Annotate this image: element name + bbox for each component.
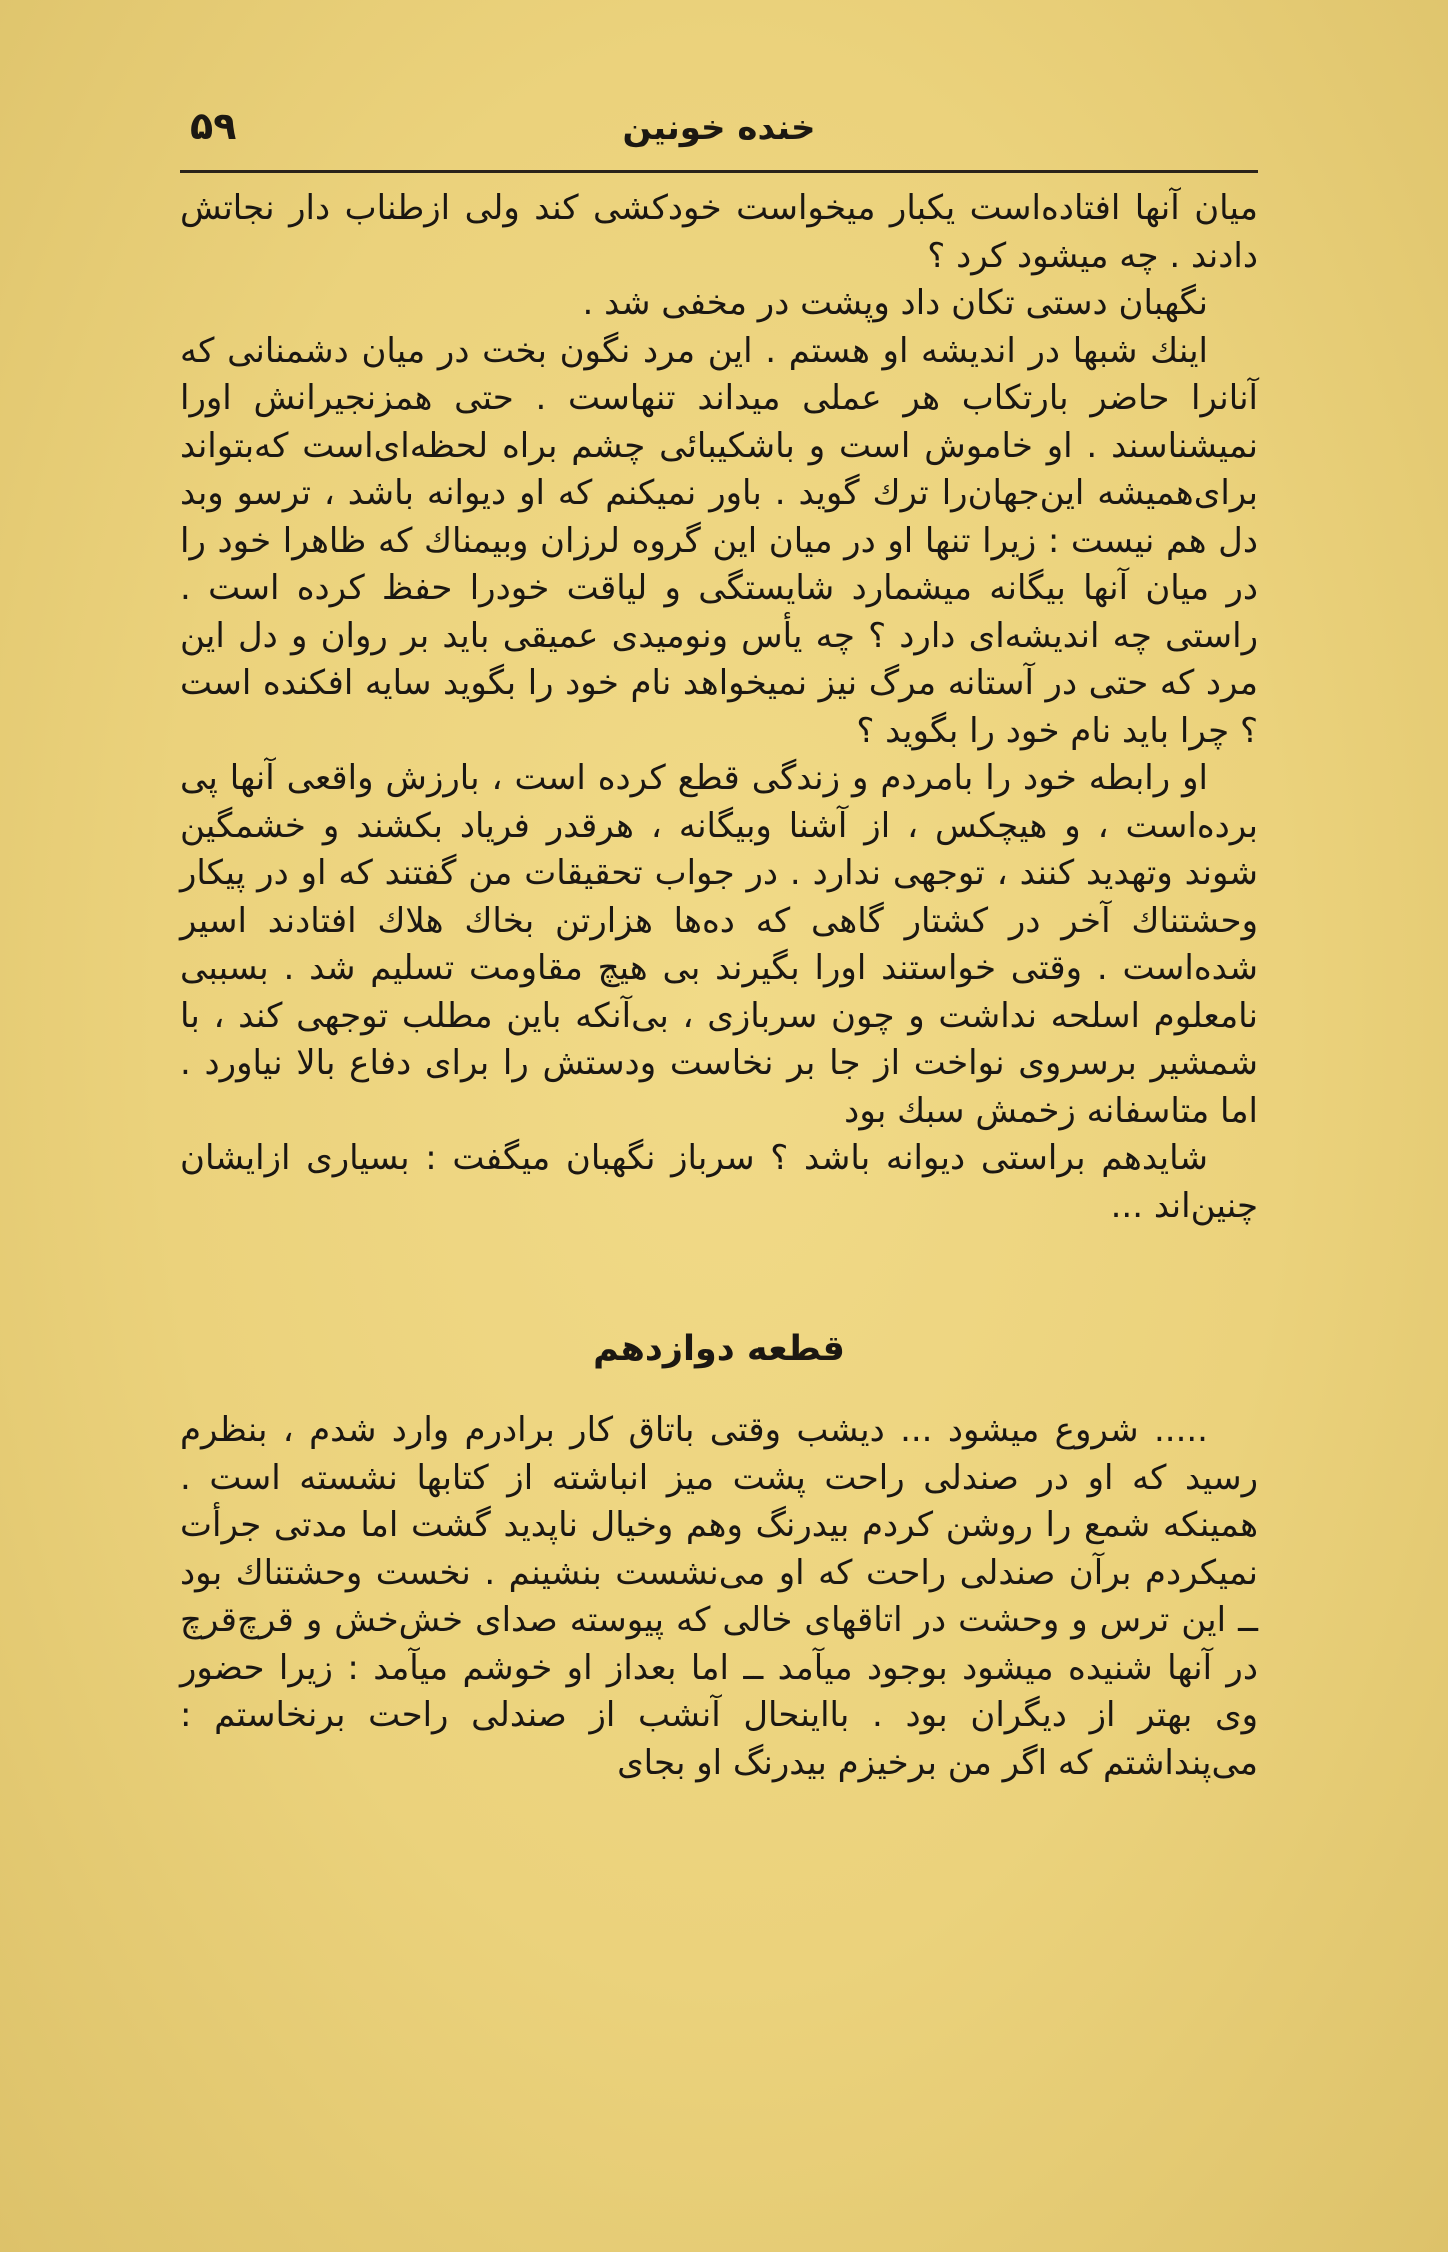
section-heading: قطعه دوازدهم [593,1329,845,1369]
page-body [180,185,1258,1787]
paragraph: میان آنها افتاده‌است یکبار میخواست خودکشی کند ولی ازطناب دار نجاتش دادند . چه میشود کرد ؟ [180,188,1258,276]
running-title: خنده خونین [622,108,816,148]
header-rule [180,170,1258,173]
paragraph: نگهبان دستی تکان داد وپشت در مخفی شد . [582,283,1208,323]
paragraph: شایدهم براستی دیوانه باشد ؟ سرباز نگهبان میگفت : بسیاری ازایشان چنین‌اند ... [180,1138,1258,1226]
paragraph: او رابطه خود را بامردم و زندگی قطع کرده است ، بارزش واقعی آنها پی برده‌است ، و هیچکس ، از آشنا وبیگانه ، هرقدر فریاد بکشند و خشمگین شوند وتهدید کنند ، توجهی ندارد . در جواب تحقیقات من گفتند که او در پیکار وحشتناك آخر در کشتار گاهی که ده‌ها هزارتن بخاك هلاك افتادند اسیر شده‌است . وقتی خواستند اورا بگیرند بی هیچ مقاومت تسلیم شد . بسببی نامعلوم اسلحه نداشت و چون سربازی ، بی‌آنکه باین مطلب توجهی کند ، با شمشیر برسروی نواخت از جا بر نخاست ودستش را برای دفاع بالا نیاورد . اما متاسفانه زخمش سبك بود [180,758,1258,1131]
paragraph: اینك شبها در اندیشه او هستم . این مرد نگون بخت در میان دشمنانی که آنانرا حاضر بارتکاب هر عملی میداند تنهاست . حتی همزنجیرانش اورا نمیشناسند . او خاموش است و باشکیبائی چشم براه لحظه‌ای‌است که‌بتواند برای‌همیشه این‌جهان‌را ترك گوید . باور نمیکنم که او دیوانه باشد ، ترسو وبد دل هم نیست : زیرا تنها او در میان این گروه لرزان وبیمناك که ظاهرا خود را در میان آنها بیگانه میشمارد شایستگی و لیاقت خودرا حفظ کرده است . راستی چه اندیشه‌ای دارد ؟ چه یأس ونومیدی عمیقی باید بر روان و دل این مرد که حتی در آستانه مرگ نیز نمیخواهد نام خود را بگوید سایه افکنده است ؟ چرا باید نام خود را بگوید ؟ [180,330,1258,751]
page-header [180,100,1258,170]
page-number: ۵۹ [190,104,237,148]
paragraph: ..... شروع میشود ... دیشب وقتی باتاق کار برادرم وارد شدم ، بنظرم رسید که او در صندلی راحت پشت میز انباشته از کتابها نشسته است . همینکه شمع را روشن کردم بیدرنگ وهم وخیال ناپدید گشت اما مدتی جرأت نمیکردم برآن صندلی راحت که او می‌نشست بنشینم . نخست وحشتناك بود ــ این ترس و وحشت در اتاقهای خالی که پیوسته صدای خش‌خش و قرچ‌قرچ در آنها شنیده میشود بوجود میآمد ــ اما بعداز او خوشم میآمد : زیرا حضور وی بهتر از دیگران بود . بااینحال آنشب از صندلی راحت برنخاستم : می‌پنداشتم که اگر من برخیزم بیدرنگ او بجای [180,1410,1258,1783]
